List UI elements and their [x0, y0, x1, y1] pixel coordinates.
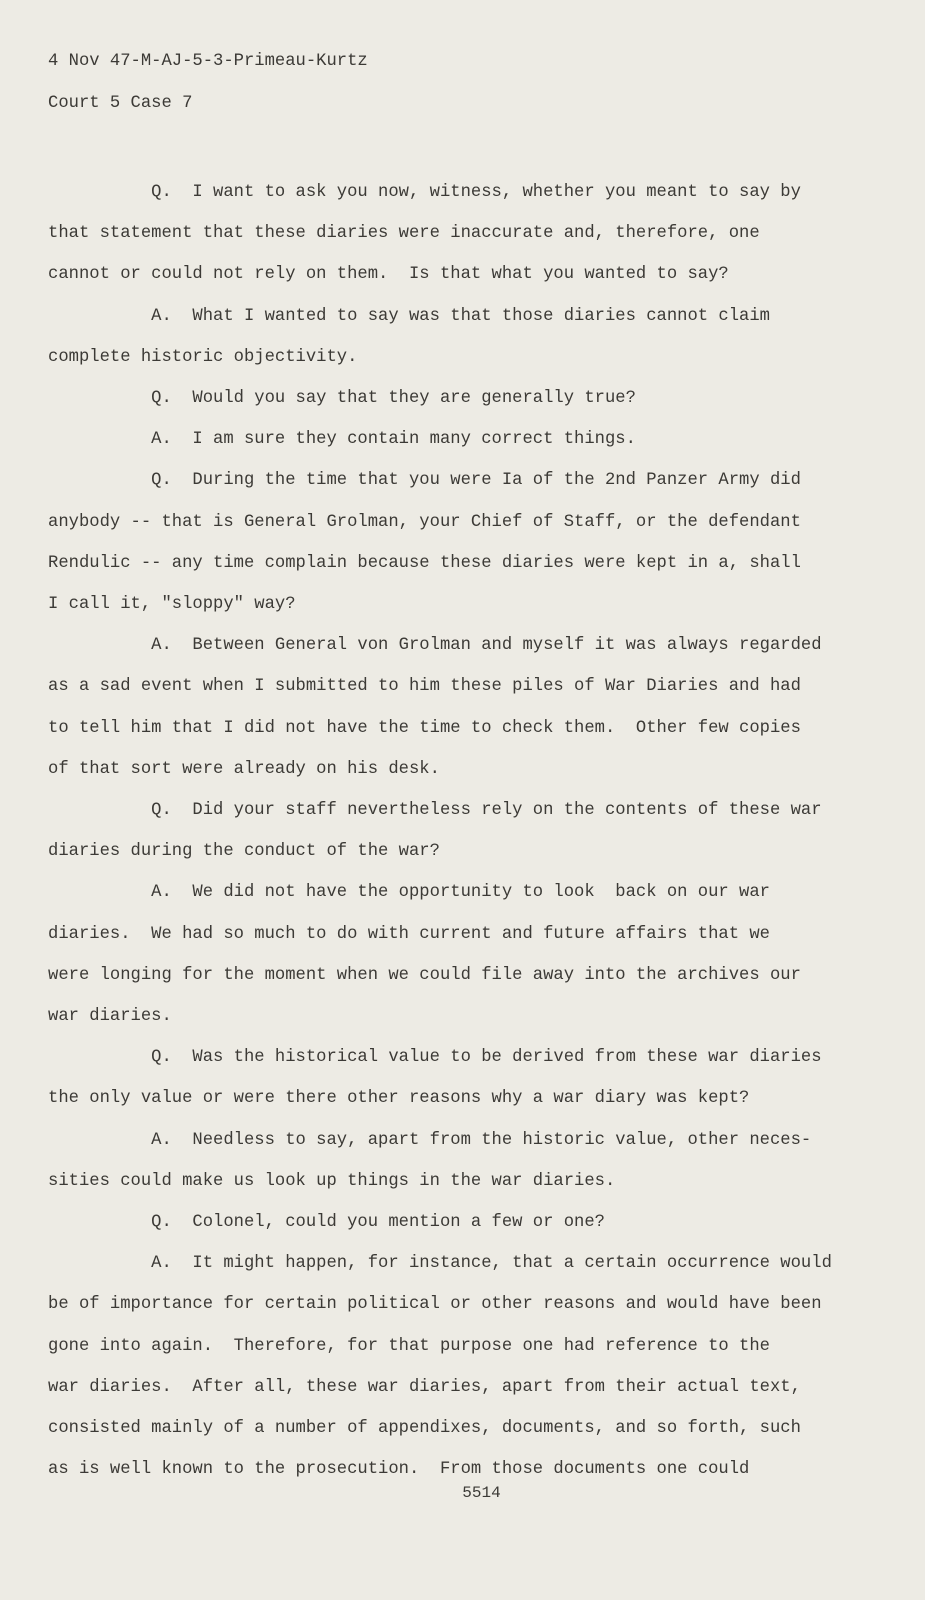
text-line: A. Needless to say, apart from the historic value, other neces- — [48, 1130, 812, 1150]
text-line: gone into again. Therefore, for that purpose one had reference to the — [48, 1336, 770, 1356]
text-line: Q. During the time that you were Ia of the 2nd Panzer Army did — [48, 471, 801, 491]
text-line: that statement that these diaries were inaccurate and, therefore, one — [48, 224, 760, 244]
text-line: war diaries. After all, these war diaries, apart from their actual text, — [48, 1377, 801, 1397]
text-line: sities could make us look up things in the war diaries. — [48, 1171, 616, 1191]
text-line: Q. Was the historical value to be derived from these war diaries — [48, 1048, 822, 1068]
text-line: Q. Would you say that they are generally true? — [48, 389, 636, 409]
text-line: the only value or were there other reasons why a war diary was kept? — [48, 1089, 750, 1109]
text-line: Q. Did your staff nevertheless rely on the contents of these war — [48, 801, 822, 821]
text-line: as a sad event when I submitted to him these piles of War Diaries and had — [48, 677, 801, 697]
text-line: to tell him that I did not have the time to check them. Other few copies — [48, 718, 801, 738]
text-line: A. Between General von Grolman and myself it was always regarded — [48, 636, 822, 656]
text-line: A. What I wanted to say was that those diaries cannot claim — [48, 306, 770, 326]
text-line: cannot or could not rely on them. Is that what you wanted to say? — [48, 265, 729, 285]
text-line: Rendulic -- any time complain because these diaries were kept in a, shall — [48, 553, 801, 573]
text-line: anybody -- that is General Grolman, your Chief of Staff, or the defendant — [48, 512, 801, 532]
text-line: were longing for the moment when we could file away into the archives our — [48, 965, 801, 985]
text-line: diaries. We had so much to do with current and future affairs that we — [48, 924, 770, 944]
text-line: diaries during the conduct of the war? — [48, 842, 440, 862]
text-line: complete historic objectivity. — [48, 347, 358, 367]
text-line: consisted mainly of a number of appendixes, documents, and so forth, such — [48, 1419, 801, 1439]
transcript-body — [48, 172, 848, 1491]
text-line: A. I am sure they contain many correct things. — [48, 430, 636, 450]
text-line: of that sort were already on his desk. — [48, 759, 440, 779]
text-line: be of importance for certain political or other reasons and would have been — [48, 1295, 822, 1315]
header-court-case: Court 5 Case 7 — [48, 94, 193, 113]
text-line: I call it, "sloppy" way? — [48, 595, 296, 615]
text-line: Q. Colonel, could you mention a few or one? — [48, 1213, 605, 1233]
text-line: A. It might happen, for instance, that a certain occurrence would — [48, 1254, 832, 1274]
header-reference: 4 Nov 47-M-AJ-5-3-Primeau-Kurtz — [48, 52, 368, 71]
text-line: A. We did not have the opportunity to look back on our war — [48, 883, 770, 903]
page-number: 5514 — [462, 1484, 501, 1502]
text-line: Q. I want to ask you now, witness, whether you meant to say by — [48, 183, 801, 202]
text-line: war diaries. — [48, 1007, 172, 1027]
text-line: as is well known to the prosecution. From those documents one could — [48, 1460, 750, 1480]
